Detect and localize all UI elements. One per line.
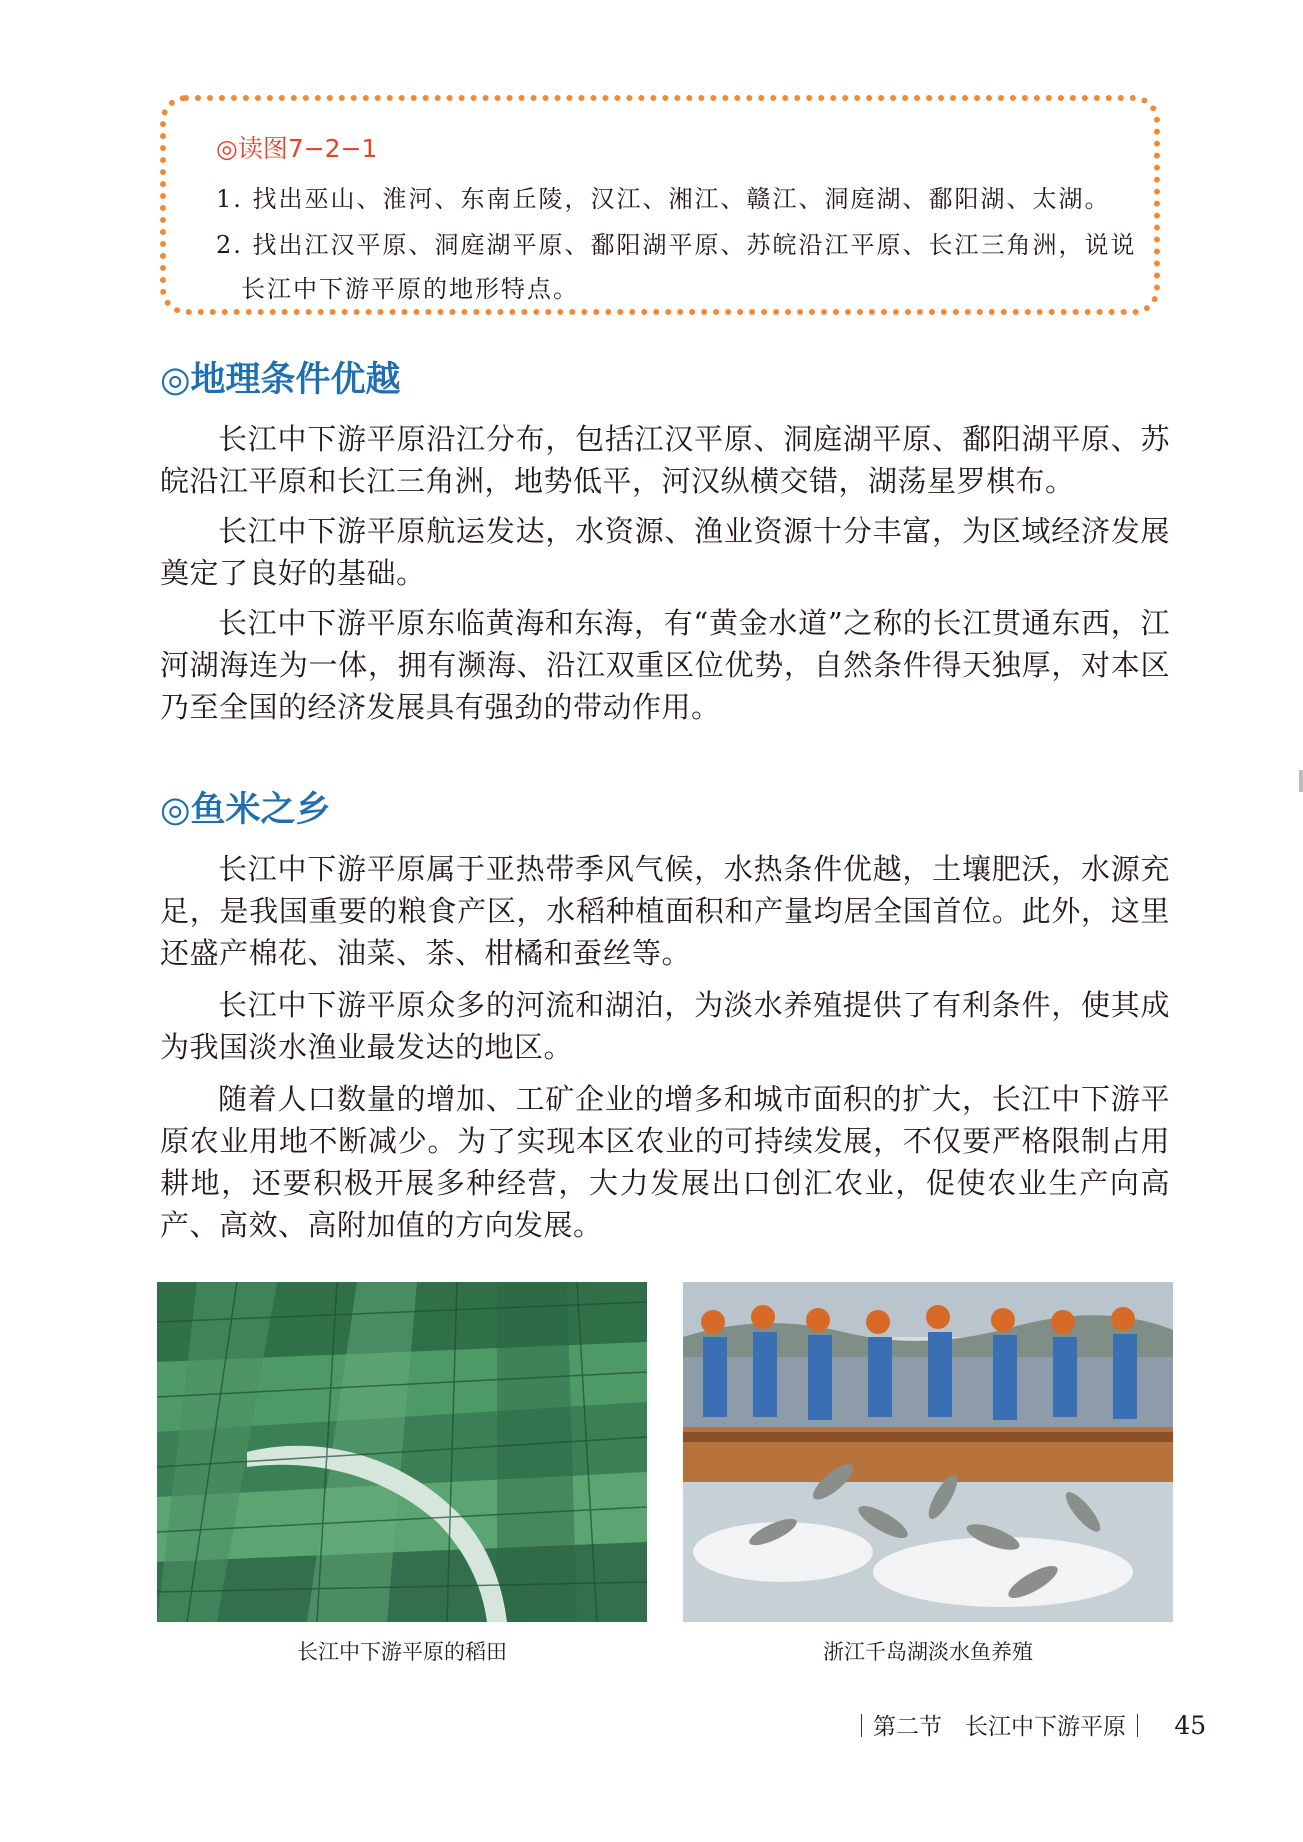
fish-farming-photo <box>683 1282 1173 1622</box>
reading-task-2-line2: 长江中下游平原的地形特点。 <box>241 275 579 303</box>
page-number: 45 <box>1174 1711 1207 1740</box>
paragraph: 长江中下游平原东临黄海和东海，有“黄金水道”之称的长江贯通东西，江河湖海连为一体，拥有濒海、沿江双重区位优势，自然条件得天独厚，对本区乃至全国的经济发展具有强劲的带动作用。 <box>160 606 1170 724</box>
reading-box-title: ◎读图7−2−1 <box>216 134 378 163</box>
paragraph: 长江中下游平原众多的河流和湖泊，为淡水养殖提供了有利条件，使其成为我国淡水渔业最发达的地区。 <box>160 988 1170 1064</box>
reading-task-2-line1: 2. 找出江汉平原、洞庭湖平原、鄱阳湖平原、苏皖沿江平原、长江三角洲，说说 <box>216 231 1137 259</box>
fish-farming-caption: 浙江千岛湖淡水鱼养殖 <box>823 1640 1033 1664</box>
footer-section-label: ｜第二节 长江中下游平原｜ <box>850 1714 1149 1740</box>
page-edge-mark <box>1299 770 1303 792</box>
rice-paddy-photo <box>157 1282 647 1622</box>
reading-task-1: 1. 找出巫山、淮河、东南丘陵，汉江、湘江、赣江、洞庭湖、鄱阳湖、太湖。 <box>216 185 1111 213</box>
section-title-geography: ◎地理条件优越 <box>160 360 401 400</box>
section-title-fish-rice: ◎鱼米之乡 <box>160 790 331 830</box>
paragraph: 随着人口数量的增加、工矿企业的增多和城市面积的扩大，长江中下游平原农业用地不断减少。为了实现本区农业的可持续发展，不仅要严格限制占用耕地，还要积极开展多种经营，大力发展出口创汇农业，促使农业生产向高产、高效、高附加值的方向发展。 <box>160 1082 1170 1242</box>
paragraph: 长江中下游平原属于亚热带季风气候，水热条件优越，土壤肥沃，水源充足，是我国重要的粮食产区，水稻种植面积和产量均居全国首位。此外，这里还盛产棉花、油菜、茶、柑橘和蚕丝等。 <box>160 852 1170 970</box>
page-footer <box>850 1708 1206 1741</box>
paragraph: 长江中下游平原沿江分布，包括江汉平原、洞庭湖平原、鄱阳湖平原、苏皖沿江平原和长江三角洲，地势低平，河汉纵横交错，湖荡星罗棋布。 <box>160 422 1170 498</box>
rice-paddy-caption: 长江中下游平原的稻田 <box>297 1640 507 1664</box>
map-reading-box <box>160 95 1160 315</box>
paragraph: 长江中下游平原航运发达，水资源、渔业资源十分丰富，为区域经济发展奠定了良好的基础。 <box>160 514 1170 590</box>
